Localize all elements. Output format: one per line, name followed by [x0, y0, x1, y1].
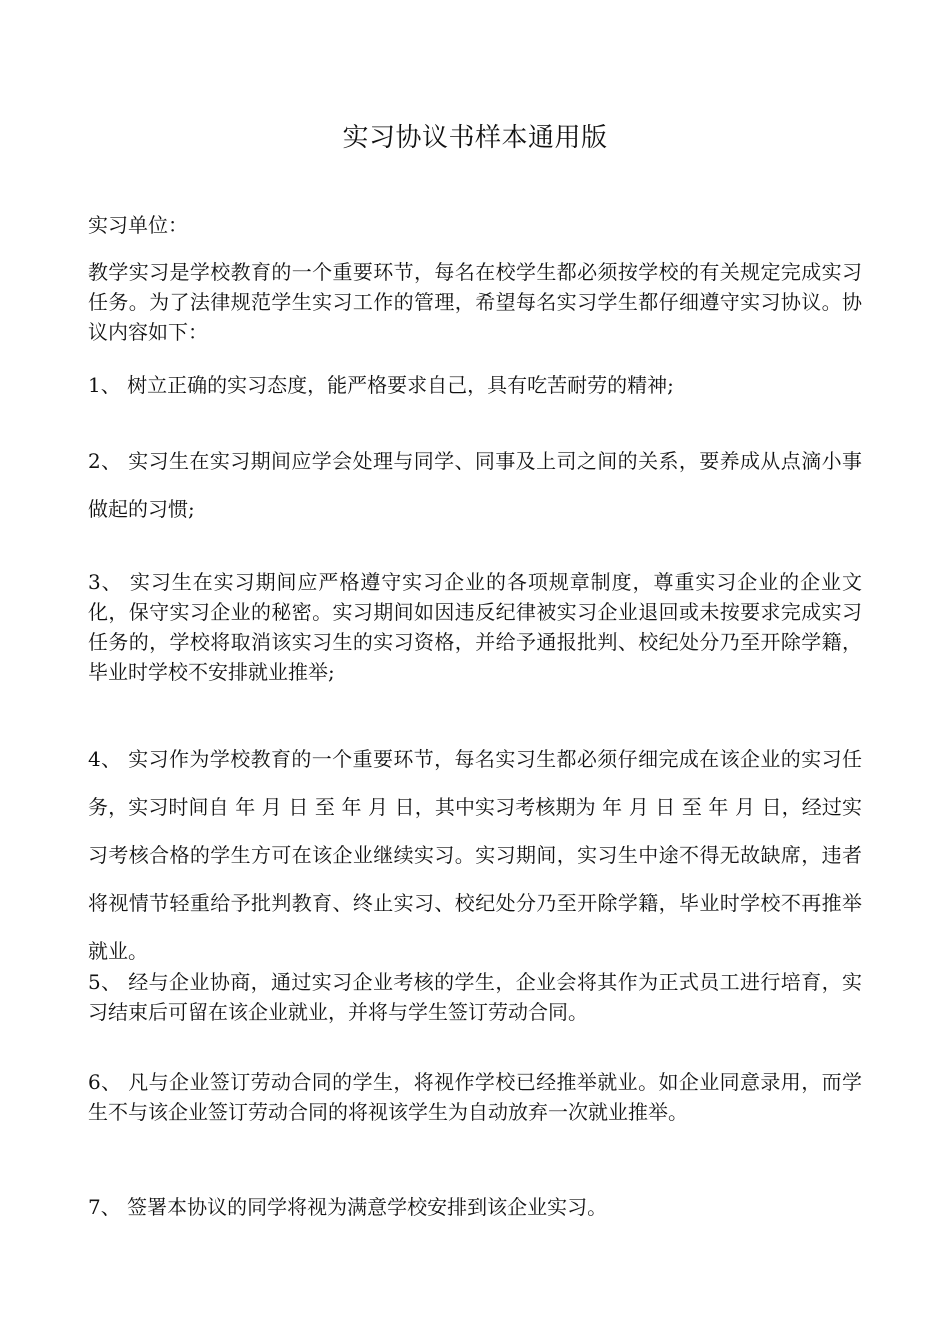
clause-7: 7、 签署本协议的同学将视为满意学校安排到该企业实习。 — [88, 1195, 608, 1219]
internship-unit-label: 实习单位： — [88, 213, 188, 237]
clause-4: 4、 实习作为学校教育的一个重要环节，每名实习生都必须仔细完成在该企业的实习任务，实习时间自 年 月 日 至 年 月 日，其中实习考核期为 年 月 日 至 年 月 日，经过实习考核合格的学生方可在该企业继续实习。实习期间，实习生中途不得无故缺席，违者将视情节轻重给予批判教育、终止实习、校纪处分乃至开除学籍，毕业时学校不再推举就业。 — [88, 747, 862, 963]
intro-paragraph: 教学实习是学校教育的一个重要环节，每名在校学生都必须按学校的有关规定完成实习任务。为了法律规范学生实习工作的管理，希望每名实习学生都仔细遵守实习协议。协议内容如下： — [88, 260, 862, 344]
clause-2: 2、 实习生在实习期间应学会处理与同学、同事及上司之间的关系，要养成从点滴小事做起的习惯; — [88, 449, 862, 521]
clause-5: 5、 经与企业协商，通过实习企业考核的学生，企业会将其作为正式员工进行培育，实习结束后可留在该企业就业，并将与学生签订劳动合同。 — [88, 970, 862, 1024]
clause-6: 6、 凡与企业签订劳动合同的学生，将视作学校已经推举就业。如企业同意录用，而学生不与该企业签订劳动合同的将视该学生为自动放弃一次就业推举。 — [88, 1070, 862, 1124]
clause-3: 3、 实习生在实习期间应严格遵守实习企业的各项规章制度，尊重实习企业的企业文化，保守实习企业的秘密。实习期间如因违反纪律被实习企业退回或未按要求完成实习任务的，学校将取消该实习生的实习资格，并给予通报批判、校纪处分乃至开除学籍，毕业时学校不安排就业推举; — [88, 570, 862, 684]
clause-1: 1、 树立正确的实习态度，能严格要求自己，具有吃苦耐劳的精神; — [88, 373, 674, 397]
document-title: 实习协议书样本通用版 — [342, 123, 608, 153]
